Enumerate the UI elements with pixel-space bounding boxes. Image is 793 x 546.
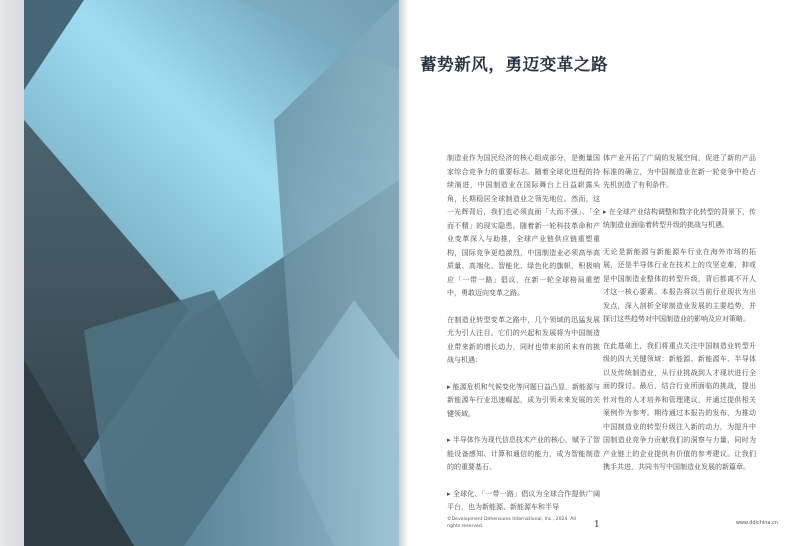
geometric-cover-art xyxy=(24,0,399,546)
page-title: 蓄势新风，勇迈变革之路 xyxy=(420,55,609,74)
text-column-left xyxy=(447,152,600,528)
bullet-paragraph: ▸ 在全球产业结构调整和数字化转型的背景下，传统制造业面临着转型升级的挑战与机遇。 xyxy=(603,207,756,229)
footer-url[interactable]: www.ddichina.cn xyxy=(735,520,778,526)
paragraph: 体产业开拓了广阔的发展空间，促进了新的产品标准的确立，为中国制造业在新一轮竞争中抢占先机创造了有利条件。 xyxy=(603,154,756,189)
bullet-paragraph: ▸ 全球化、「一带一路」倡议为全球合作提供广阔平台，也为新能源、新能源车和半导 xyxy=(447,489,600,511)
paragraph: 在此基础上，我们将重点关注中国制造业转型升级的四大关键领域：新能源、新能源车、半导体以及传统制造业，从行业挑战到人才现状进行全面的探讨。最后，结合行业所面临的挑战，提出针对性的人才培养和管理建议，并通过提供相关案例作为参考。期待通过本报告的发布，为推动中国制造业的转型升级注入新的动力，为提升中国制造业竞争力贡献我们的洞察与力量，同时为产业链上的企业提供有价值的参考建议。让我们携手共进，共同书写中国制造业发展的新篇章。 xyxy=(603,341,756,471)
page-edge-shadow xyxy=(0,0,24,546)
page-number: 1 xyxy=(594,520,600,530)
paragraph: 在制造业转型变革之路中，几个领域的迅猛发展尤为引人注目。它们的兴起和发展将为中国制造业带来新的增长动力，同时也带来前所未有的挑战与机遇： xyxy=(447,315,600,364)
paragraph: 无论是新能源与新能源车行业在海外市场的拓展，还是半导体行业在技术上的攻坚克难，抑或是中国制造业整体的转型升级，背后都离不开人才这一核心要素。本报告将以当前行业现状为出发点，深入剖析全球制造业发展的主要趋势，并探讨这些趋势对中国制造业的影响及应对策略。 xyxy=(603,247,756,323)
bullet-paragraph: ▸ 能源危机和气候变化等问题日益凸显，新能源与新能源车行业迅速崛起，成为引领未来发展的关键领域。 xyxy=(447,382,600,418)
text-column-right xyxy=(603,152,756,488)
paragraph: 制造业作为国民经济的核心组成部分，是衡量国家综合竞争力的重要标志。随着全球化进程的持续演进，中国制造业在国际舞台上日益崭露头角，长期稳居全球制造业之领先地位。然而，这一光辉背后，我们也必须直面「大而不强」、「全而不精」的现实隐患。随着新一轮科技革命和产业变革深入与助推，全球产业链供应链重塑重构，国际竞争更趋激烈，中国制造业必须高举高质量、高端化、智能化、绿色化的旗帜，积极响应「一带一路」倡议，在新一轮全球格局重塑中，勇敢迈向变革之路。 xyxy=(447,154,600,297)
footer-copyright: ©Development Dimensions International, Inc., 2024. All rights reserved. xyxy=(447,517,576,529)
bullet-paragraph: ▸ 半导体作为现代信息技术产业的核心，赋予了智能设备感知、计算和通信的能力，成为智能制造的的重要基石。 xyxy=(447,436,600,471)
